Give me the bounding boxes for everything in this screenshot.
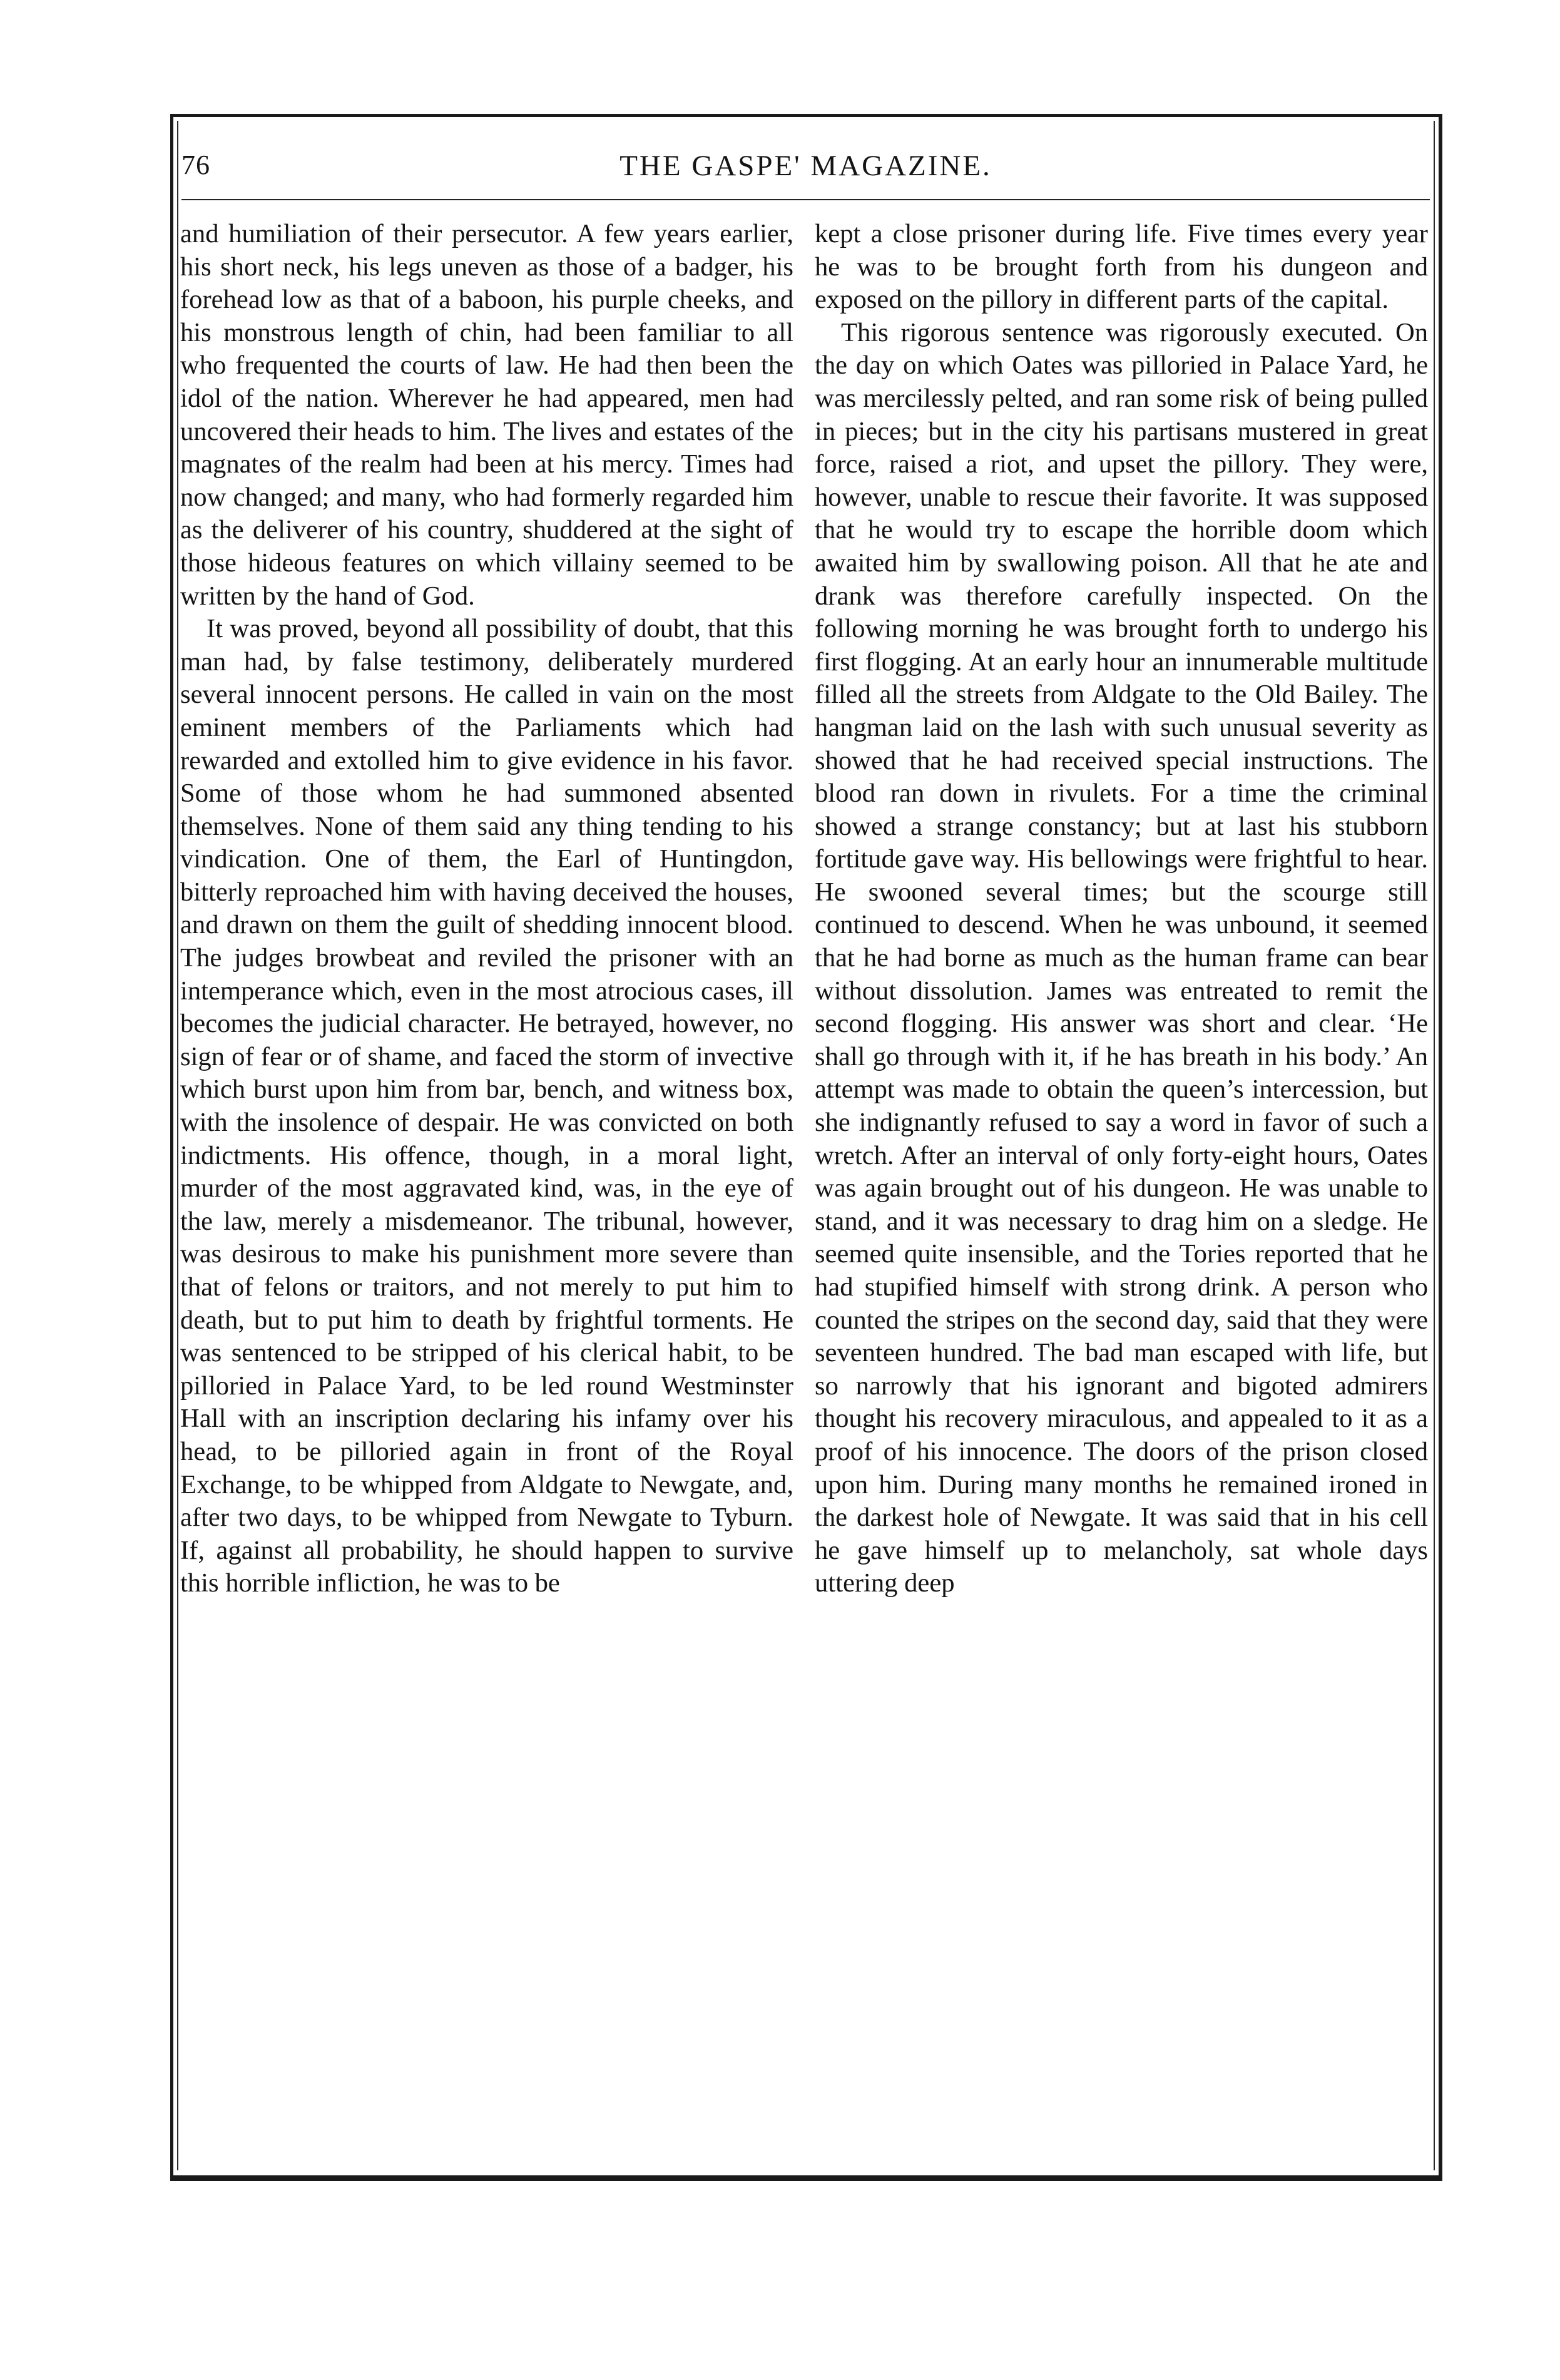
paragraph: This rigorous sentence was rigorously executed. On the day on which Oates was pilloried in Palace Yard, he was mercilessly pelted, and ran some risk of being pulled in pieces; but in the city his partisans mustered in great force, raised a riot, and upset the pillory. They were, however, unable to rescue their favorite. It was supposed that he would try to escape the horrible doom which awaited him by swallowing poison. All that he ate and drank was therefore carefully inspected. On the following morning he was brought forth to undergo his first flogging. At an early hour an innumerable multitude filled all the streets from Aldgate to the Old Bailey. The hangman laid on the lash with such unusual severity as showed that he had received special instructions. The blood ran down in rivulets. For a time the criminal showed a strange constancy; but at last his stubborn fortitude gave way. His bellowings were frightful to hear. He swooned several times; but the scourge still continued to descend. When he was unbound, it seemed that he had borne as much as the human frame can bear without dissolution. James was entreated to remit the second flogging. His answer was short and clear. ‘He shall go through with it, if he has breath in his body.’ An attempt was made to obtain the queen’s intercession, but she indignantly refused to say a word in favor of such a wretch. After an interval of only forty-eight hours, Oates was again brought out of his dungeon. He was unable to stand, and it was necessary to drag him on a sledge. He seemed quite insensible, and the Tories reported that he had stupified himself with strong drink. A person who counted the stripes on the second day, said that they were seventeen hundred. The bad man escaped with life, but so narrowly that his ignorant and bigoted admirers thought his recovery miraculous, and appealed to it as a proof of his innocence. The doors of the prison closed upon him. During many months he remained ironed in the darkest hole of Newgate. It was said that in his cell he gave himself up to melancholy, sat whole days uttering deep (815, 317, 1428, 1598)
paragraph: It was proved, beyond all possibility of doubt, that this man had, by false testimony, deliberately murdered several innocent persons. He called in vain on the most eminent members of the Parliaments which had rewarded and extolled him to give evidence in his favor. Some of those whom he had summoned absented themselves. None of them said any thing tending to his vindication. One of them, the Earl of Huntingdon, bitterly reproached him with having deceived the houses, and drawn on them the guilt of shedding innocent blood. The judges browbeat and reviled the prisoner with an intemperance which, even in the most atrocious cases, ill becomes the judicial character. He betrayed, however, no sign of fear or of shame, and faced the storm of invective which burst upon him from bar, bench, and witness box, with the insolence of despair. He was convicted on both indictments. His offence, though, in a moral light, murder of the most aggravated kind, was, in the eye of the law, merely a misdemeanor. The tribunal, however, was desirous to make his punishment more severe than that of felons or traitors, and not merely to put him to death, but to put him to death by frightful torments. He was sentenced to be stripped of his clerical habit, to be pilloried in Palace Yard, to be led round Westminster Hall with an inscription declaring his infamy over his head, to be pilloried again in front of the Royal Exchange, to be whipped from Aldgate to Newgate, and, after two days, to be whipped from Newgate to Tyburn. If, against all probability, he should happen to survive this horrible infliction, he was to be (180, 614, 793, 1598)
magazine-title: THE GASPE' MAGAZINE. (619, 150, 992, 182)
paragraph: kept a close prisoner during life. Five times every year he was to be brought forth from his dungeon and exposed on the pillory in different parts of the capital. (815, 219, 1428, 315)
page-number: 76 (181, 150, 210, 180)
left-column (180, 218, 793, 2164)
running-head (181, 143, 1430, 186)
header-rule (181, 199, 1430, 200)
paragraph: and humiliation of their persecutor. A few years earlier, his short neck, his legs uneven as those of a badger, his forehead low as that of a baboon, his purple cheeks, and his monstrous length of chin, had been familiar to all who frequented the courts of law. He had then been the idol of the nation. Wherever he had appeared, men had uncovered their heads to him. The lives and estates of the magnates of the realm had been at his mercy. Times had now changed; and many, who had formerly regarded him as the deliverer of his country, shuddered at the sight of those hideous features on which villainy seemed to be written by the hand of God. (180, 219, 793, 611)
right-column (815, 218, 1428, 2164)
